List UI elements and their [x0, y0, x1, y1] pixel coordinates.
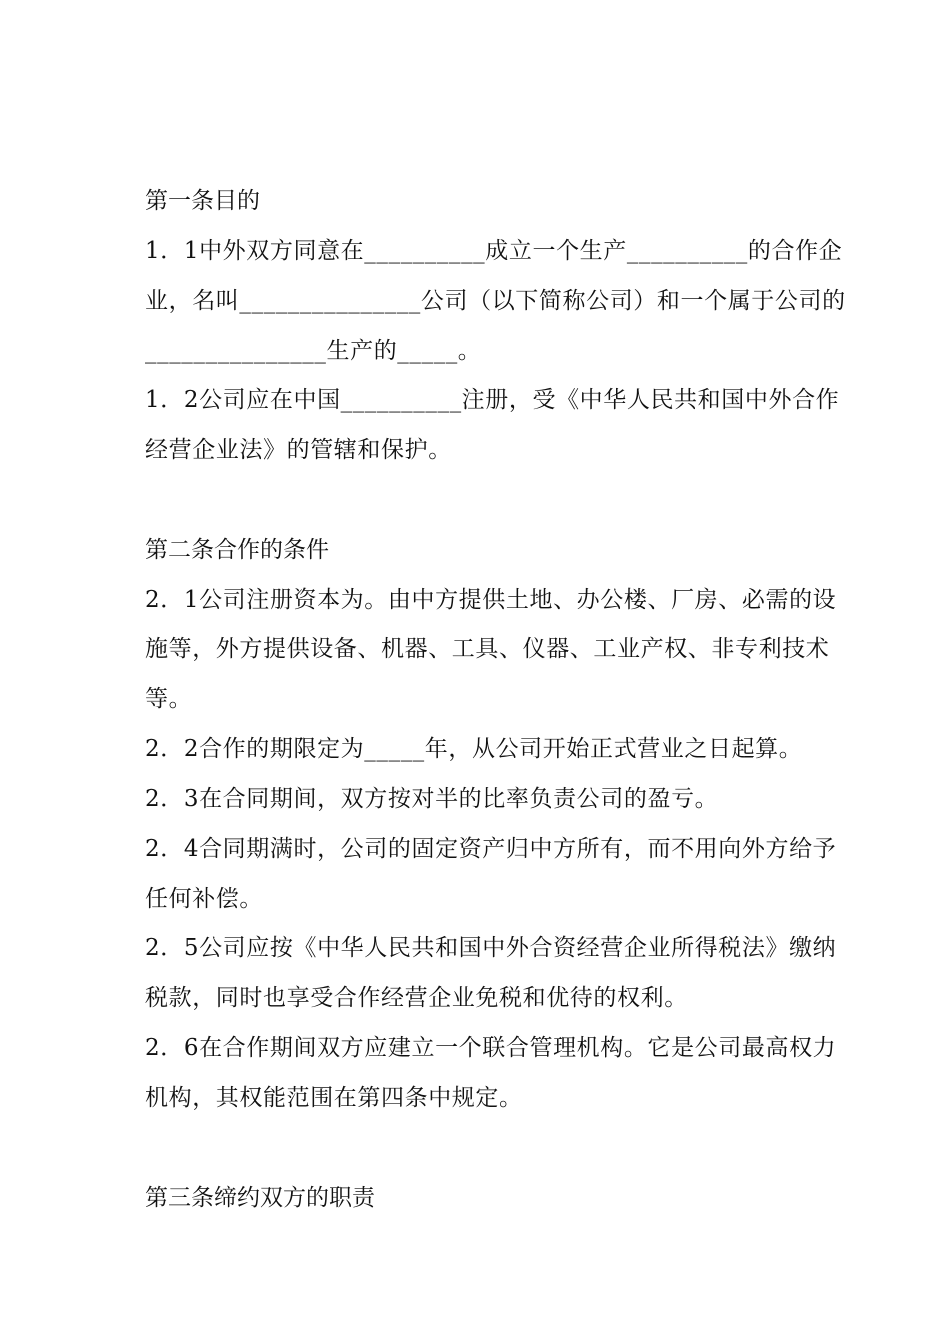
section-heading-1: 第一条目的 [145, 188, 260, 214]
paragraph-line: 1．1中外双方同意在__________成立一个生产__________的合作企 [145, 238, 843, 264]
paragraph-line: 经营企业法》的管辖和保护。 [145, 437, 452, 463]
paragraph-line: 机构，其权能范围在第四条中规定。 [145, 1085, 523, 1111]
paragraph-line: 业，名叫_______________公司（以下简称公司）和一个属于公司的 [145, 288, 846, 314]
paragraph-line: 税款，同时也享受合作经营企业免税和优待的权利。 [145, 985, 688, 1011]
paragraph-line: 任何补偿。 [145, 886, 263, 912]
paragraph-line: 2．4合同期满时，公司的固定资产归中方所有，而不用向外方给予 [145, 836, 837, 862]
paragraph-line: 2．3在合同期间，双方按对半的比率负责公司的盈亏。 [145, 786, 719, 812]
paragraph-line: 2．5公司应按《中华人民共和国中外合资经营企业所得税法》缴纳 [145, 935, 837, 961]
section-heading-3: 第三条缔约双方的职责 [145, 1185, 375, 1211]
paragraph-line: _______________生产的_____。 [145, 338, 482, 364]
paragraph-line: 2．2合作的期限定为_____年，从公司开始正式营业之日起算。 [145, 736, 803, 762]
paragraph-line: 施等，外方提供设备、机器、工具、仪器、工业产权、非专利技术 [145, 636, 830, 662]
paragraph-line: 2．1公司注册资本为。由中方提供土地、办公楼、厂房、必需的设 [145, 587, 837, 613]
section-heading-2: 第二条合作的条件 [145, 537, 329, 563]
paragraph-line: 等。 [145, 686, 193, 712]
paragraph-line: 1．2公司应在中国__________注册，受《中华人民共和国中外合作 [145, 387, 840, 413]
paragraph-line: 2．6在合作期间双方应建立一个联合管理机构。它是公司最高权力 [145, 1035, 837, 1061]
